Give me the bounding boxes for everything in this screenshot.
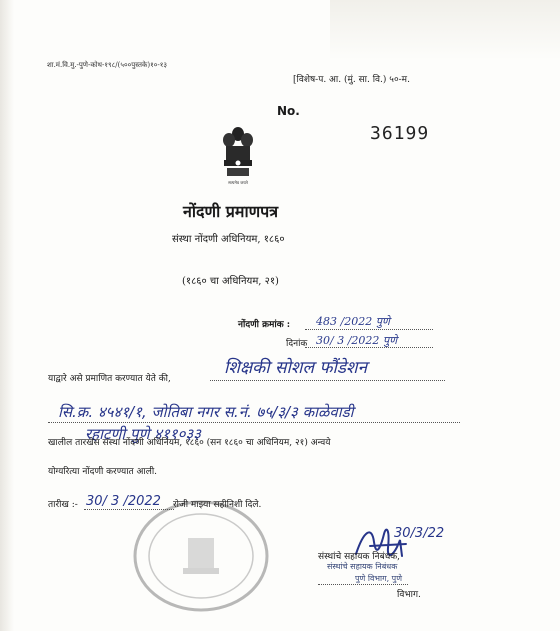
act-number: (१८६० चा अधिनियम, २१) [182,276,279,287]
body-line-2: योग्यरित्या नोंदणी करण्यात आली. [48,467,158,477]
certify-text: याद्वारे असे प्रमाणित करण्यात येते की, [48,374,171,384]
address-line-2: रहाटणी पुणे ४११०३३ [85,425,201,443]
form-number: [विशेष-प. आ. (मुं. सा. वि.) ५०-म. [293,75,410,85]
body-line-1: खालील तारखेस संस्था नोंदणी अधिनियम, १८६० (सन १८६० चा अधिनियम, २१) अन्वये [48,438,331,448]
dated-value: 30/ 3 /2022 [86,494,161,509]
date-value: 30/ 3 /2022 पुणे [316,334,398,347]
region-name: पुणे विभाग, पुणे [355,574,403,583]
date-label: दिनांक [286,339,308,349]
address-line-1: सि.क्र. ४५४१/१, जोतिबा नगर स.नं. ७५/३/३ काळेवाडी [58,403,354,421]
svg-text:सत्यमेव जयते: सत्यमेव जयते [228,180,248,185]
dotted-line [318,584,408,585]
signatory-title: संस्थांचे सहायक निबंधक, [318,552,401,562]
dotted-line [210,380,445,381]
certificate-title: नोंदणी प्रमाणपत्र [183,202,279,221]
official-seal-icon [126,496,276,616]
paper-edge [0,0,14,631]
dotted-line [84,509,174,510]
dated-tail: रोजी माझ्या सहीनिशी दिले. [173,500,262,510]
print-reference: शा.मं.वि.मु.-पुणे-कोथ-१९८/(५००पुस्तके)१०-१३ [47,61,167,69]
national-emblem-icon [218,124,258,186]
registration-value: 483 /2022 पुणे [316,315,390,328]
organization-name: शिक्षकी सोशल फौंडेशन [224,358,367,378]
stamp-title: संस्थांचे सहायक निबंधक [327,562,398,571]
dotted-line [305,347,433,348]
act-title: संस्था नोंदणी अधिनियम, १८६० [172,234,285,245]
dotted-line [305,329,433,330]
serial-number: 36199 [370,123,430,144]
dotted-line [48,422,460,423]
signature-date: 30/3/22 [394,526,445,541]
registration-label: नोंदणी क्रमांक : [238,320,291,330]
department-label: विभाग. [397,590,421,600]
paper-fold [330,0,560,60]
number-label: No. [277,104,300,118]
dated-label: तारीख :- [48,500,78,510]
